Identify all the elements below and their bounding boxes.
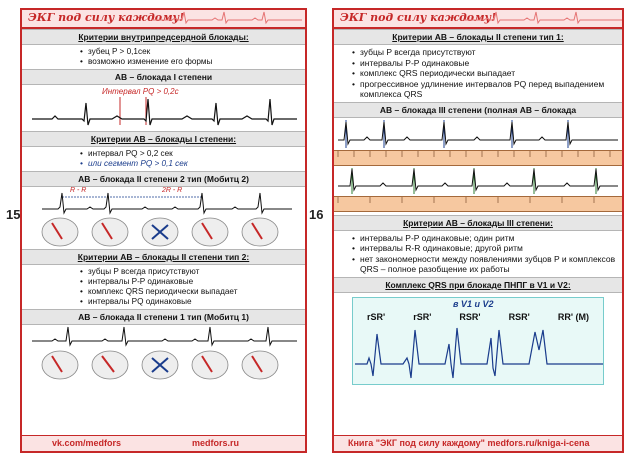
ecg-mobitz-2 [22,187,305,215]
list-item: • возможно изменение его формы [88,57,305,67]
ruler-ticks [334,151,622,165]
section-title: Критерии внутрипредсердной блокады: [22,29,305,45]
section-title: Комплекс QRS при блокаде ПНПГ в V1 и V2: [334,277,622,293]
list-item: • интервалы P-P одинаковые [88,277,305,287]
qrs-label: rSR' [413,311,432,322]
list-item: • интервал PQ > 0,2 сек [88,149,305,159]
section-title: АВ – блокада III степени (полная АВ – блокада [334,102,622,118]
section-title: АВ – блокада I степени [22,69,305,85]
ecg-av-block-1 [22,85,305,131]
heart-diagram-icons [38,347,288,383]
ecg-av-block-3-upper [334,118,622,150]
list-item: • зубцы P всегда присутствуют [88,267,305,277]
banner-title: ЭКГ под силу каждому! [340,11,496,24]
page-number-right: 16 [309,207,324,222]
ruler [334,150,622,166]
criteria-list [334,233,622,275]
banner-title: ЭКГ под силу каждому! [28,11,184,24]
footer-link-site[interactable]: medfors.ru [192,438,240,448]
qrs-label: rSR' [367,311,386,322]
qrs-label: RR' (M) [557,311,589,322]
right-page [332,8,624,453]
rr-label: R - R [70,187,87,194]
pq-interval-label: Интервал PQ > 0,2с [102,87,179,96]
section-title: Критерии АВ – блокады II степени тип 1: [334,29,622,45]
left-page [20,8,307,453]
section-title: АВ – блокада II степени 1 тип (Мобитц 1) [22,309,305,325]
heart-diagram-icons [38,215,288,249]
list-item: • или сегмент PQ > 0,1 сек [88,159,305,169]
criteria-list [334,47,622,100]
ecg-av-block-3-lower [334,166,622,196]
top-banner [334,10,622,29]
list-item: • интервалы P-P одинаковые; один ритм [360,233,622,244]
qrs-label: RSR' [508,311,530,322]
ruler [334,196,622,212]
footer-link-book[interactable]: Книга "ЭКГ под силу каждому" medfors.ru/kniga-i-cena [348,438,590,448]
qrs-label-row [353,312,603,322]
section-title: Критерии АВ – блокады I степени: [22,131,305,147]
list-item: • нет закономерности между появлениями зубцов P и комплексов QRS – полное разобщение их работы [360,254,622,275]
list-item: • прогрессивное удлинение интервалов PQ перед выпадением комплекса QRS [360,79,622,100]
list-item: • зубцы P всегда присутствуют [360,47,622,58]
ecg-mobitz-1 [22,325,305,347]
rr2-label: 2R - R [162,187,183,194]
qrs-waveforms [353,324,605,384]
banner-ecg-icon [464,11,624,25]
list-item: • зубец P > 0,1сек [88,47,305,57]
ruler-ticks [334,197,622,211]
footer [22,435,305,451]
heart-diagrams-row [22,347,305,383]
section-title: АВ – блокада II степени 2 тип (Мобитц 2) [22,171,305,187]
qrs-grid [352,297,604,385]
grid-label: в V1 и V2 [453,298,494,309]
list-item: • интервалы PQ одинаковые [88,297,305,307]
criteria-list [22,267,305,307]
footer [334,435,622,451]
banner-ecg-icon [152,11,302,25]
criteria-list [22,47,305,67]
list-item: • комплекс QRS периодически выпадает [88,287,305,297]
page-number-left: 15 [6,207,21,222]
list-item: • комплекс QRS периодически выпадает [360,68,622,79]
section-title: Критерии АВ – блокады III степени: [334,215,622,231]
list-item: • интервалы P-P одинаковые [360,58,622,69]
footer-link-vk[interactable]: vk.com/medfors [52,438,122,448]
qrs-label: RSR' [459,311,481,322]
section-title: Критерии АВ – блокады II степени тип 2: [22,249,305,265]
top-banner [22,10,305,29]
heart-diagrams-row [22,215,305,249]
list-item: • интервалы R-R одинаковые; другой ритм [360,243,622,254]
criteria-list [22,149,305,169]
